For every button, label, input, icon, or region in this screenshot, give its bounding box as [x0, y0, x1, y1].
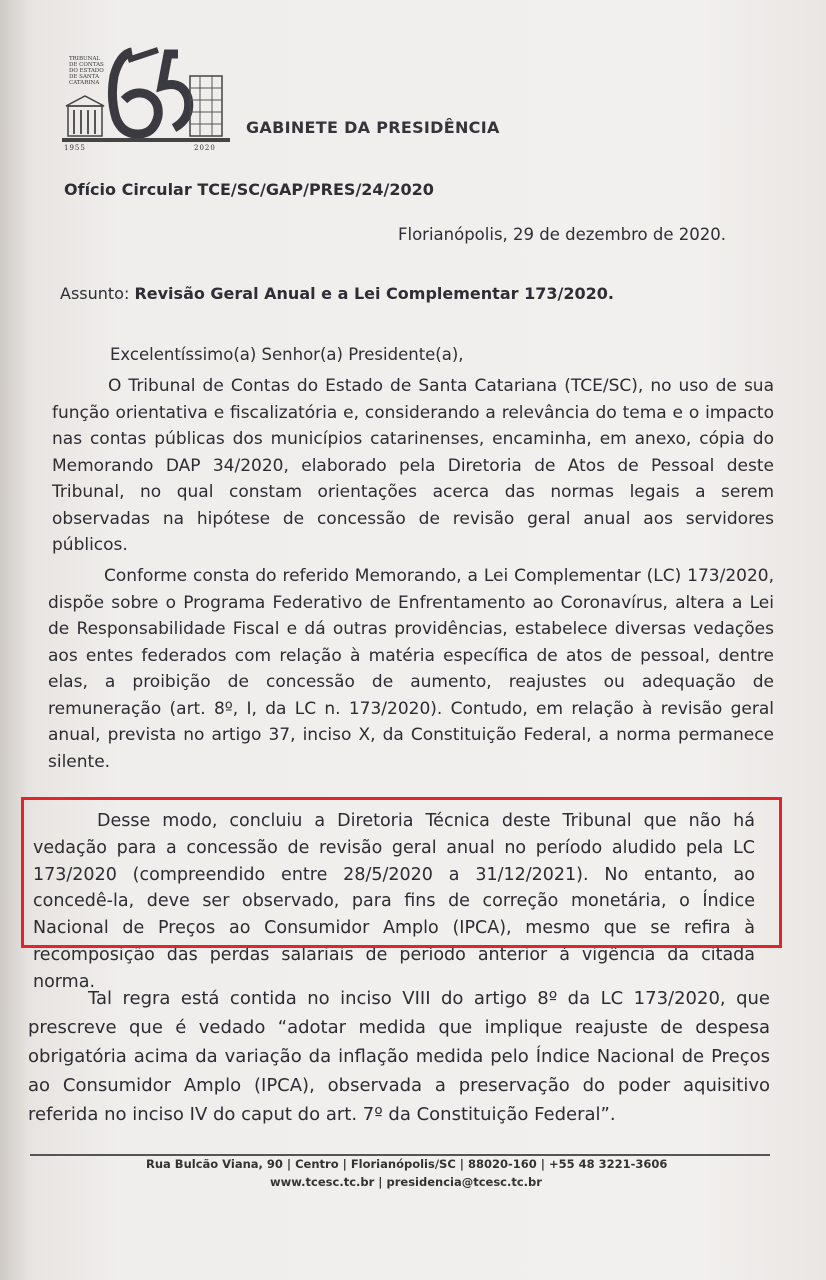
date-line: Florianópolis, 29 de dezembro de 2020. [398, 225, 726, 244]
paragraph-2: Conforme consta do referido Memorando, a Lei Complementar (LC) 173/2020, dispõe sobre o Programa Federativo de Enfrentamento ao Coronavírus, altera a Lei de Responsabilidade Fiscal e dá outras providências, estabelece diversas vedações aos entes federados com relação à matéria específica de atos de pessoal, dentre elas, a proibição de concessão de aumento, reajustes ou adequação de remuneração (art. 8º, I, da LC n. 173/2020). Contudo, em relação à revisão geral anual, prevista no artigo 37, inciso X, da Constituição Federal, a norma permanece silente. [48, 566, 774, 772]
tce-sc-logo [62, 46, 230, 154]
paragraph-3-highlighted: Desse modo, concluiu a Diretoria Técnica deste Tribunal que não há vedação para a concessão de revisão geral anual no período aludido pela LC 173/2020 (compreendido entre 28/5/2020 a 31/12/2021). No entanto, ao concedê-la, deve ser observado, para fins de correção monetária, o Índice Nacional de Preços ao Consumidor Amplo (IPCA), mesmo que se refira à recomposição das perdas salariais de período anterior à vigência da citada norma. [33, 811, 755, 992]
subject-line [60, 284, 614, 303]
paragraph-1: O Tribunal de Contas do Estado de Santa Catariana (TCE/SC), no uso de sua função orientativa e fiscalizatória e, considerando a relevância do tema e o impacto nas contas públicas dos municípios catarinenses, encaminha, em anexo, cópia do Memorando DAP 34/2020, elaborado pela Diretoria de Atos de Pessoal deste Tribunal, no qual constam orientações acerca das normas legais a serem observadas na hipótese de concessão de revisão geral anual aos servidores públicos. [52, 376, 774, 555]
highlight-box [21, 797, 782, 948]
paragraph-4: Tal regra está contida no inciso VIII do artigo 8º da LC 173/2020, que prescreve que é vedado “adotar medida que implique reajuste de despesa obrigatória acima da variação da inflação medida pelo Índice Nacional de Preços ao Consumidor Amplo (IPCA), observada a preservação do poder aquisitivo referida no inciso IV do caput do art. 7º da Constituição Federal”. [28, 988, 770, 1125]
logo-year-start: 1955 [64, 144, 86, 152]
salutation: Excelentíssimo(a) Senhor(a) Presidente(a), [110, 345, 464, 364]
subject-label: Assunto: [60, 284, 130, 303]
office-heading: GABINETE DA PRESIDÊNCIA [246, 118, 500, 137]
footer-contact: www.tcesc.tc.br | presidencia@tcesc.tc.br [270, 1175, 542, 1189]
footer-address: Rua Bulcão Viana, 90 | Centro | Florianópolis/SC | 88020-160 | +55 48 3221-3606 [146, 1157, 668, 1171]
logo-year-end: 2020 [194, 144, 216, 152]
logo-caption: TRIBUNAL DE CONTAS DO ESTADO DE SANTA CATARINA [69, 56, 104, 86]
footer-divider [30, 1154, 770, 1156]
document-reference: Ofício Circular TCE/SC/GAP/PRES/24/2020 [64, 180, 434, 199]
subject-text: Revisão Geral Anual e a Lei Complementar 173/2020. [134, 284, 614, 303]
